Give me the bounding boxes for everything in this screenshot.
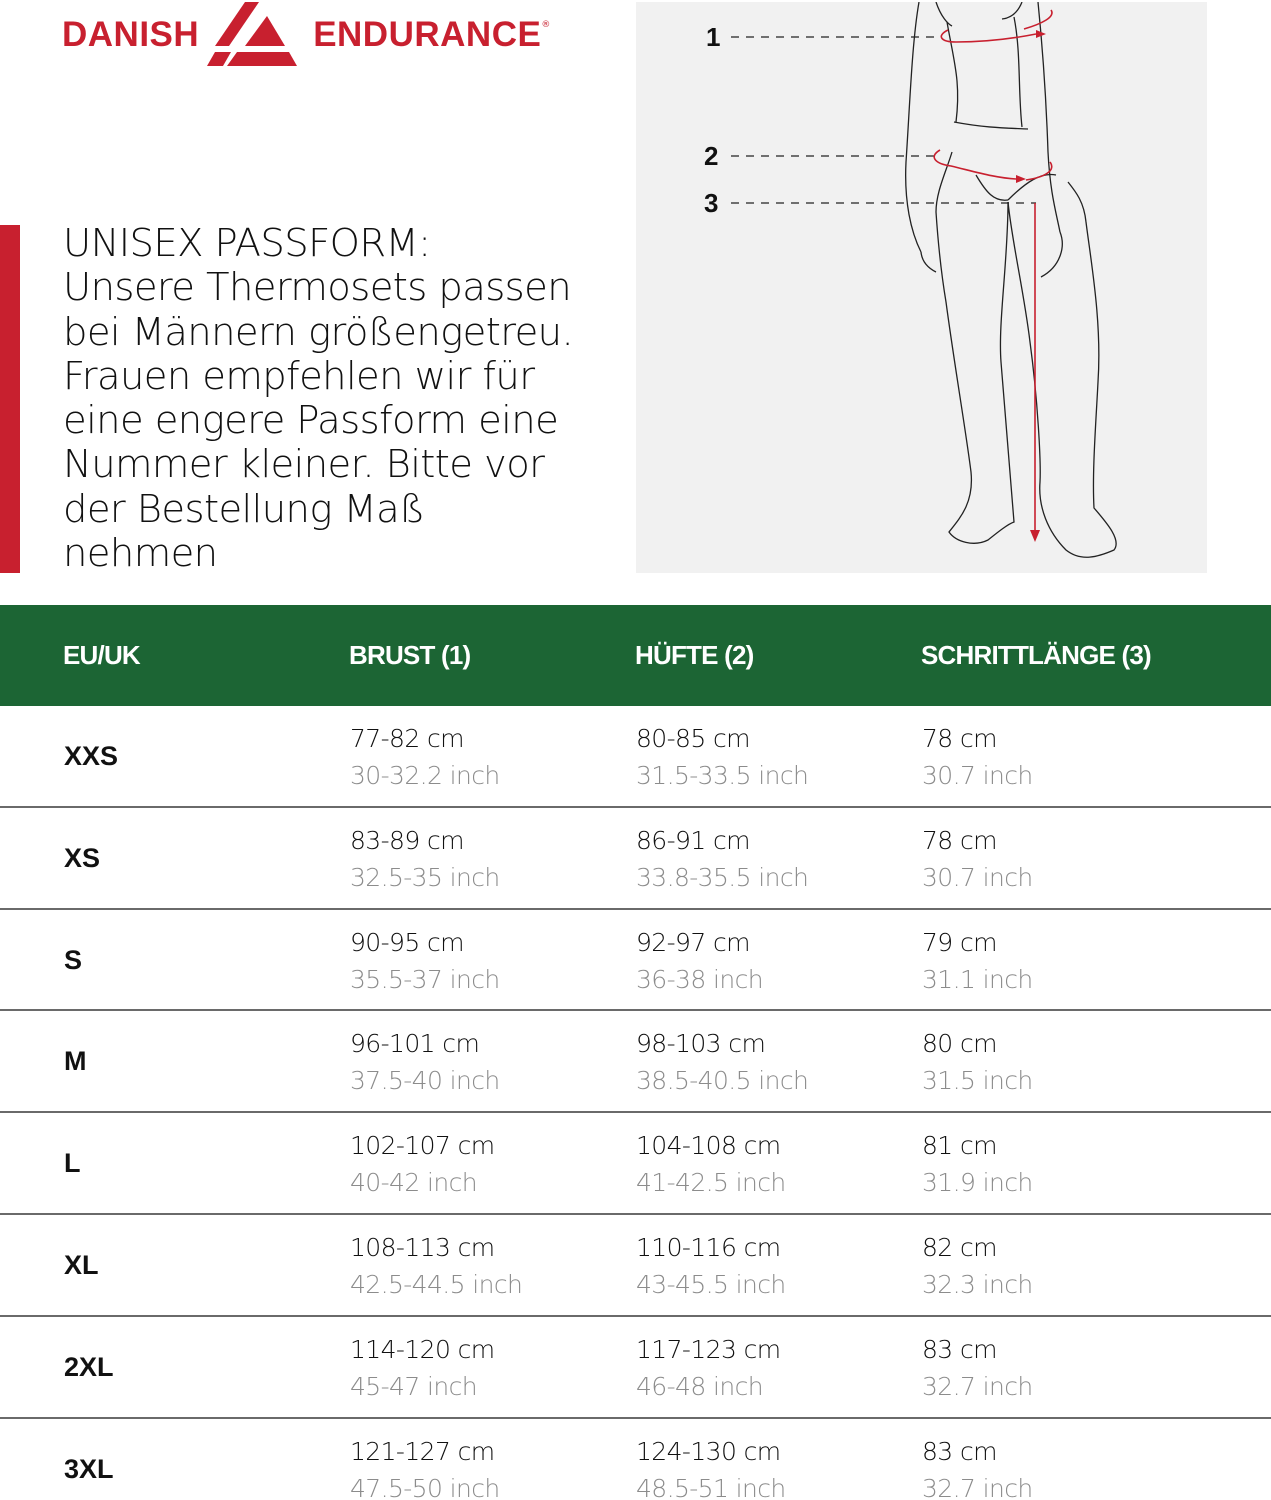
size-label: XS [64, 842, 101, 873]
chest-cm: 77-82 cm [350, 724, 464, 753]
chest-cm: 121-127 cm [350, 1436, 495, 1466]
inseam-cell [922, 926, 1033, 1000]
chest-cell [350, 1231, 522, 1305]
inseam-cell [922, 1129, 1033, 1203]
hip-cm: 104-108 cm [636, 1131, 781, 1161]
hip-inch: 41-42.5 inch [636, 1168, 786, 1198]
registered-mark: ® [541, 20, 551, 30]
chest-inch: 40-42 inch [350, 1168, 477, 1198]
hip-cm: 110-116 cm [636, 1232, 781, 1262]
intro-line: eine engere Passform eine [63, 398, 559, 444]
table-row [0, 1317, 1271, 1419]
intro-line: nehmen [63, 531, 218, 577]
inseam-inch: 31.9 inch [922, 1168, 1033, 1198]
chest-cell [350, 1435, 500, 1500]
inseam-cm: 78 cm [922, 825, 997, 855]
header-inseam: SCHRITTLÄNGE (3) [921, 640, 1151, 670]
chest-cell [350, 1027, 500, 1101]
chest-inch: 37.5-40 inch [350, 1066, 500, 1096]
chest-cell [350, 722, 500, 796]
chest-cell [350, 926, 500, 1000]
measurement-arrows [934, 10, 1052, 532]
inseam-cell [922, 1231, 1033, 1305]
hip-cell [636, 824, 808, 898]
hip-cm: 92-97 cm [636, 927, 750, 957]
hip-inch: 48.5-51 inch [636, 1473, 786, 1500]
size-label: XL [64, 1249, 99, 1280]
accent-bar [0, 225, 20, 573]
brand-name-left: DANISH [62, 15, 200, 54]
hip-inch: 31.5-33.5 inch [636, 761, 809, 790]
chest-cell [350, 1129, 495, 1203]
hip-cell [636, 1027, 808, 1101]
chest-inch: 45-47 inch [350, 1371, 477, 1401]
chest-inch: 35.5-37 inch [350, 964, 500, 994]
hip-cm: 124-130 cm [636, 1436, 781, 1466]
chest-cm: 96-101 cm [350, 1029, 480, 1059]
marker-2: 2 [704, 141, 719, 171]
hip-cm: 117-123 cm [636, 1334, 781, 1364]
size-table-header [0, 605, 1271, 706]
fit-description [63, 222, 633, 576]
size-table-body [0, 706, 1271, 1500]
table-row [0, 1419, 1271, 1500]
hip-cm: 80-85 cm [636, 724, 750, 753]
hip-cell [636, 722, 808, 796]
brand-name-right: ENDURANCE [313, 15, 542, 54]
intro-line: UNISEX PASSFORM: [63, 221, 431, 266]
chest-inch: 42.5-44.5 inch [350, 1269, 523, 1299]
intro-line: der Bestellung Maß [63, 486, 425, 532]
chest-cell [350, 824, 500, 898]
chest-cm: 108-113 cm [350, 1232, 495, 1262]
chest-cm: 83-89 cm [350, 825, 464, 855]
intro-line: Frauen empfehlen wir für [63, 353, 535, 399]
hip-inch: 46-48 inch [636, 1371, 763, 1401]
hip-cm: 98-103 cm [636, 1029, 766, 1059]
table-row [0, 1215, 1271, 1317]
chest-inch: 32.5-35 inch [350, 862, 500, 892]
table-row [0, 910, 1271, 1012]
inseam-inch: 30.7 inch [922, 862, 1033, 892]
intro-line: bei Männern größengetreu. [63, 309, 574, 355]
size-label: M [64, 1046, 87, 1077]
inseam-cm: 83 cm [922, 1334, 997, 1364]
hip-cell [636, 1435, 786, 1500]
intro-line: Nummer kleiner. Bitte vor [63, 442, 545, 488]
hip-inch: 33.8-35.5 inch [636, 862, 809, 892]
header-chest: BRUST (1) [349, 640, 471, 670]
hip-cell [636, 1333, 781, 1407]
inseam-cell [922, 1333, 1033, 1407]
chest-inch: 30-32.2 inch [350, 761, 500, 790]
inseam-inch: 32.7 inch [922, 1473, 1033, 1500]
table-row [0, 1011, 1271, 1113]
inseam-cm: 82 cm [922, 1232, 997, 1262]
inseam-cell [922, 722, 1033, 796]
measurement-diagram [636, 2, 1207, 573]
inseam-cm: 79 cm [922, 927, 997, 957]
table-row [0, 808, 1271, 910]
marker-3: 3 [704, 188, 719, 218]
chest-inch: 47.5-50 inch [350, 1473, 500, 1500]
hip-inch: 36-38 inch [636, 964, 763, 994]
hip-inch: 43-45.5 inch [636, 1269, 786, 1299]
chest-cm: 90-95 cm [350, 927, 464, 957]
inseam-inch: 31.1 inch [922, 964, 1033, 994]
hip-cell [636, 926, 763, 1000]
inseam-inch: 32.7 inch [922, 1371, 1033, 1401]
inseam-cm: 81 cm [922, 1131, 997, 1161]
chest-cm: 114-120 cm [350, 1334, 495, 1364]
size-label: 3XL [64, 1453, 114, 1484]
hip-cm: 86-91 cm [636, 825, 750, 855]
size-label: 2XL [64, 1351, 114, 1382]
inseam-cell [922, 1435, 1033, 1500]
inseam-cm: 78 cm [922, 724, 997, 753]
size-label: S [64, 944, 83, 975]
table-row [0, 1113, 1271, 1215]
size-label: L [64, 1148, 81, 1179]
body-outline-icon [636, 2, 1207, 573]
size-label: XXS [64, 741, 119, 771]
header-hip: HÜFTE (2) [635, 640, 754, 670]
inseam-cm: 83 cm [922, 1436, 997, 1466]
header-eu-uk: EU/UK [63, 640, 140, 670]
inseam-inch: 30.7 inch [922, 761, 1033, 790]
inseam-cell [922, 1027, 1033, 1101]
mountain-logo-icon [207, 2, 305, 68]
hip-cell [636, 1231, 786, 1305]
intro-line: Unsere Thermosets passen [63, 265, 572, 311]
inseam-cm: 80 cm [922, 1029, 997, 1059]
inseam-cell [922, 824, 1033, 898]
chest-cm: 102-107 cm [350, 1131, 495, 1161]
chest-cell [350, 1333, 495, 1407]
inseam-inch: 31.5 inch [922, 1066, 1033, 1096]
brand-logo [62, 0, 550, 70]
inseam-inch: 32.3 inch [922, 1269, 1033, 1299]
marker-1: 1 [706, 22, 721, 52]
hip-inch: 38.5-40.5 inch [636, 1066, 809, 1096]
hip-cell [636, 1129, 786, 1203]
table-row [0, 706, 1271, 808]
